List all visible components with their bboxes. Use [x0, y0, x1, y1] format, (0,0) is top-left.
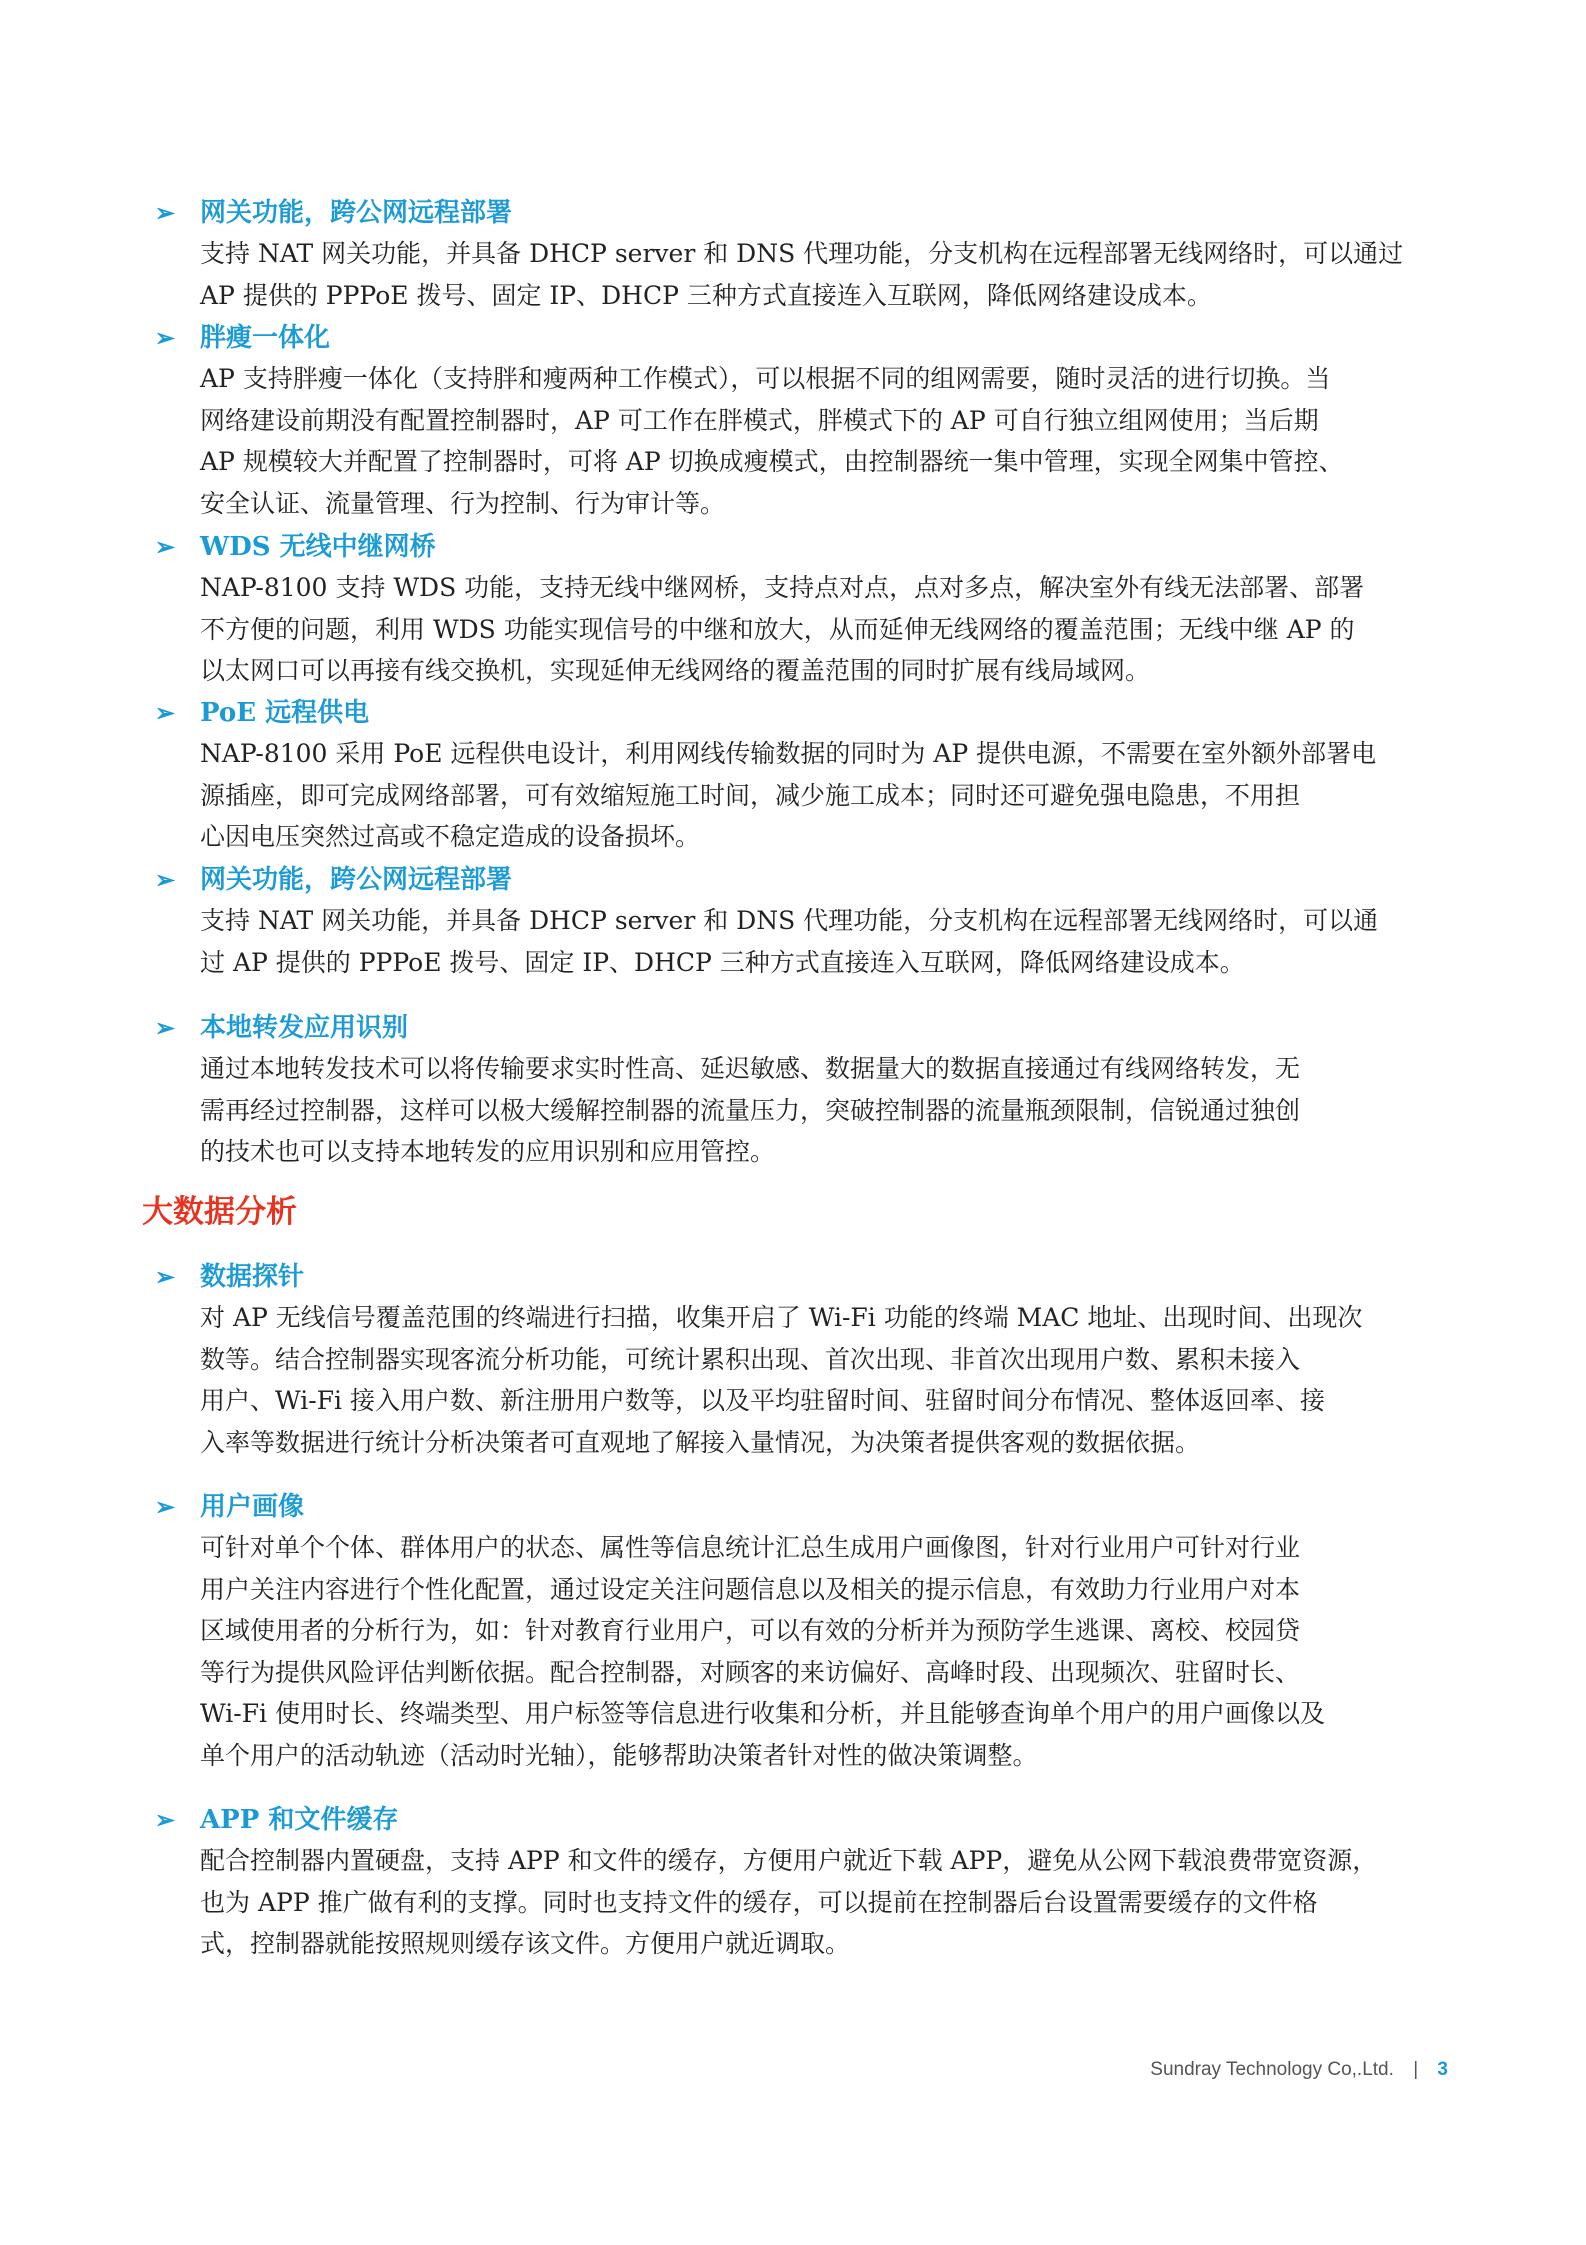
text-line: AP 规模较大并配置了控制器时，可将 AP 切换成瘦模式，由控制器统一集中管理，实现全网集中管控、	[200, 447, 1344, 476]
section-body	[200, 1527, 1450, 1776]
section-title: 胖瘦一体化	[200, 323, 331, 353]
text-line: 网络建设前期没有配置控制器时，AP 可工作在胖模式，胖模式下的 AP 可自行独立组网使用；当后期	[200, 405, 1319, 435]
text-line: 源插座，即可完成网络部署，可有效缩短施工时间，减少施工成本；同时还可避免强电隐患，不用担	[200, 780, 1301, 810]
section-body	[200, 1297, 1450, 1463]
text-line: 用户关注内容进行个性化配置，通过设定关注问题信息以及相关的提示信息，有效助力行业用户对本	[200, 1574, 1301, 1604]
text-line: 以太网口可以再接有线交换机，实现延伸无线网络的覆盖范围的同时扩展有线局域网。	[200, 656, 1151, 685]
text-line: AP 支持胖瘦一体化（支持胖和瘦两种工作模式），可以根据不同的组网需要，随时灵活的进行切换。当	[200, 364, 1331, 393]
footer-separator: |	[1413, 2059, 1419, 2080]
section-heading	[150, 318, 1450, 358]
section-heading	[150, 693, 1450, 733]
text-line: 支持 NAT 网关功能，并具备 DHCP server 和 DNS 代理功能，分支机构在远程部署无线网络时，可以通过	[200, 239, 1404, 268]
text-line: 过 AP 提供的 PPPoE 拨号、固定 IP、DHCP 三种方式直接连入互联网，降低网络建设成本。	[200, 947, 1245, 977]
feature-section	[150, 527, 1450, 692]
section-body	[200, 567, 1450, 692]
text-line: 不方便的问题，利用 WDS 功能实现信号的中继和放大，从而延伸无线网络的覆盖范围；无线中继 AP 的	[200, 614, 1355, 644]
text-line: 数等。结合控制器实现客流分析功能，可统计累积出现、首次出现、非首次出现用户数、累积未接入	[200, 1344, 1301, 1374]
section-title: 网关功能，跨公网远程部署	[200, 198, 513, 228]
text-line: 式，控制器就能按照规则缓存该文件。方便用户就近调取。	[200, 1929, 851, 1958]
section-title: 本地转发应用识别	[200, 1013, 409, 1043]
text-line: 对 AP 无线信号覆盖范围的终端进行扫描，收集开启了 Wi-Fi 功能的终端 MAC 地址、出现时间、出现次	[200, 1303, 1363, 1332]
text-line: 入率等数据进行统计分析决策者可直观地了解接入量情况，为决策者提供客观的数据依据。	[200, 1427, 1201, 1457]
text-line: 等行为提供风险评估判断依据。配合控制器，对顾客的来访偏好、高峰时段、出现频次、驻留时长、	[200, 1657, 1301, 1687]
text-line: 也为 APP 推广做有利的支撑。同时也支持文件的缓存，可以提前在控制器后台设置需要缓存的文件格	[200, 1887, 1318, 1917]
text-line: NAP-8100 支持 WDS 功能，支持无线中继网桥，支持点对点，点对多点，解决室外有线无法部署、部署	[200, 573, 1365, 602]
feature-section	[150, 1800, 1450, 1965]
page-number: 3	[1437, 2059, 1448, 2080]
section-body	[200, 233, 1450, 316]
text-line: 单个用户的活动轨迹（活动时光轴），能够帮助决策者针对性的做决策调整。	[200, 1740, 1038, 1770]
section-title: 网关功能，跨公网远程部署	[200, 865, 513, 895]
text-line: 的技术也可以支持本地转发的应用识别和应用管控。	[200, 1137, 776, 1166]
feature-section	[150, 1257, 1450, 1463]
text-line: 用户、Wi-Fi 接入用户数、新注册用户数等，以及平均驻留时间、驻留时间分布情况、整体返回率、接	[200, 1386, 1325, 1415]
arrow-bullet-icon: ➢	[154, 865, 176, 894]
section-heading	[150, 1008, 1450, 1048]
section-body	[200, 900, 1450, 983]
text-line: AP 提供的 PPPoE 拨号、固定 IP、DHCP 三种方式直接连入互联网，降低网络建设成本。	[200, 280, 1212, 310]
arrow-bullet-icon: ➢	[154, 1492, 176, 1521]
section-heading	[150, 193, 1450, 233]
section-body	[200, 733, 1450, 858]
arrow-bullet-icon: ➢	[154, 698, 176, 727]
text-line: Wi-Fi 使用时长、终端类型、用户标签等信息进行收集和分析，并且能够查询单个用户的用户画像以及	[200, 1699, 1325, 1728]
section-body	[200, 1048, 1450, 1173]
text-line: 支持 NAT 网关功能，并具备 DHCP server 和 DNS 代理功能，分支机构在远程部署无线网络时，可以通	[200, 906, 1379, 935]
section-title: 用户画像	[200, 1492, 305, 1522]
section-title: 数据探针	[200, 1262, 305, 1292]
text-line: 通过本地转发技术可以将传输要求实时性高、延迟敏感、数据量大的数据直接通过有线网络转发，无	[200, 1054, 1301, 1083]
feature-section	[150, 193, 1450, 316]
section-heading	[150, 527, 1450, 567]
text-line: 区域使用者的分析行为，如：针对教育行业用户，可以有效的分析并为预防学生逃课、离校、校园贷	[200, 1616, 1301, 1645]
section-title: APP 和文件缓存	[200, 1805, 399, 1835]
chapter-heading: 大数据分析	[142, 1194, 297, 1230]
text-line: 需再经过控制器，这样可以极大缓解控制器的流量压力，突破控制器的流量瓶颈限制，信锐通过独创	[200, 1095, 1301, 1125]
feature-section	[150, 1487, 1450, 1776]
feature-section	[150, 1008, 1450, 1173]
text-line: 心因电压突然过高或不稳定造成的设备损坏。	[200, 822, 701, 851]
page-footer	[1150, 2052, 1448, 2088]
feature-section	[150, 318, 1450, 524]
arrow-bullet-icon: ➢	[154, 1805, 176, 1834]
section-body	[200, 1840, 1450, 1965]
arrow-bullet-icon: ➢	[154, 532, 176, 561]
section-heading	[150, 1800, 1450, 1840]
arrow-bullet-icon: ➢	[154, 1013, 176, 1042]
section-body	[200, 358, 1450, 524]
section-title: WDS 无线中继网桥	[200, 532, 436, 562]
section-heading	[150, 1487, 1450, 1527]
section-heading	[150, 860, 1450, 900]
section-title: PoE 远程供电	[200, 698, 370, 728]
feature-section	[150, 860, 1450, 983]
arrow-bullet-icon: ➢	[154, 198, 176, 227]
footer-company: Sundray Technology Co,.Ltd.	[1150, 2059, 1394, 2080]
feature-section	[150, 693, 1450, 858]
text-line: 安全认证、流量管理、行为控制、行为审计等。	[200, 488, 726, 518]
text-line: NAP-8100 采用 PoE 远程供电设计，利用网线传输数据的同时为 AP 提供电源，不需要在室外额外部署电	[200, 739, 1377, 768]
text-line: 配合控制器内置硬盘，支持 APP 和文件的缓存，方便用户就近下载 APP，避免从公网下载浪费带宽资源，	[200, 1846, 1378, 1875]
arrow-bullet-icon: ➢	[154, 323, 176, 352]
text-line: 可针对单个个体、群体用户的状态、属性等信息统计汇总生成用户画像图，针对行业用户可针对行业	[200, 1533, 1301, 1562]
section-heading	[150, 1257, 1450, 1297]
arrow-bullet-icon: ➢	[154, 1262, 176, 1291]
